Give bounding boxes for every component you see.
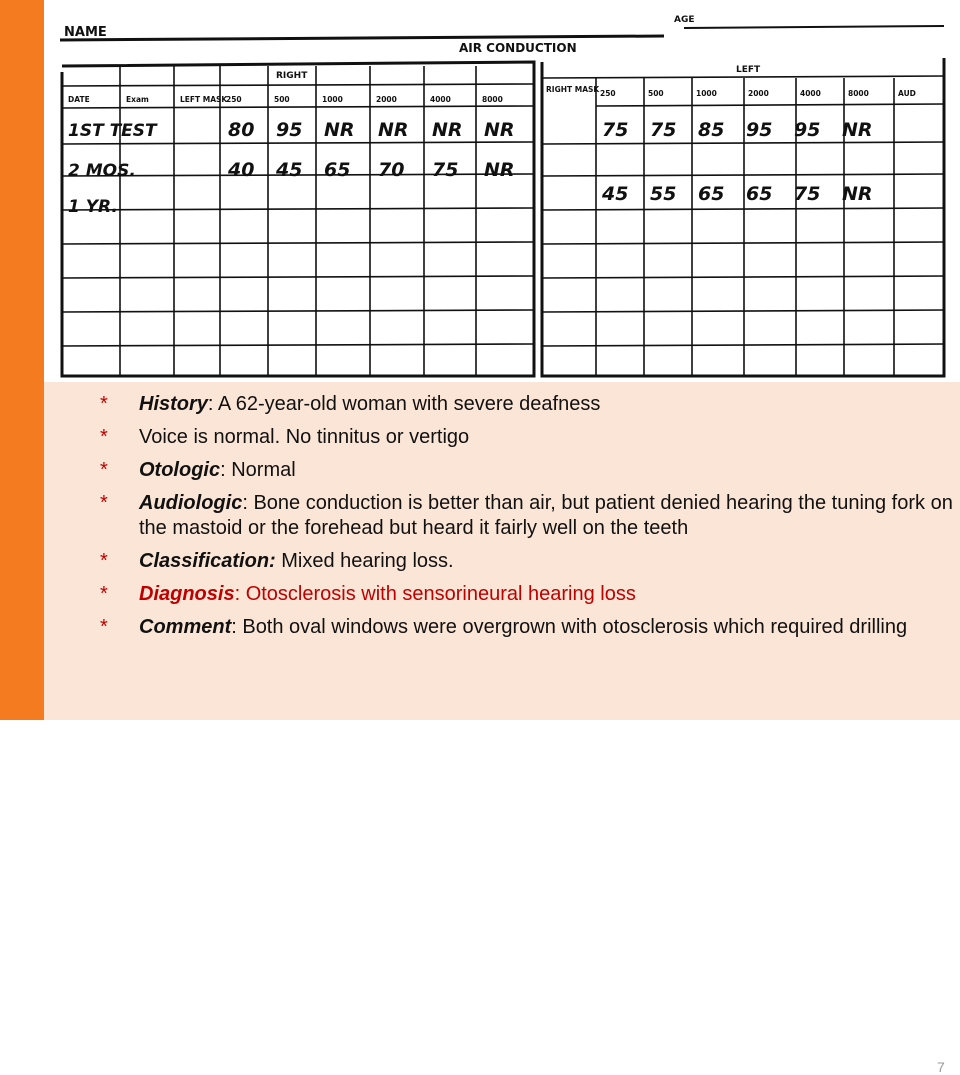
grid-line <box>62 310 534 312</box>
left-ear-value: 95 <box>794 119 821 141</box>
case-notes-list <box>100 392 960 648</box>
bullet-term: Audiologic <box>139 492 243 514</box>
bullet-star-icon: * <box>100 393 108 415</box>
bullet-text: : Otosclerosis with sensorineural hearing loss <box>234 583 636 605</box>
name-label: NAME <box>64 25 107 40</box>
column-label: 8000 <box>482 95 503 104</box>
grid-line <box>62 276 534 278</box>
grid-line <box>62 344 534 346</box>
column-label: 2000 <box>748 89 769 98</box>
column-label: 8000 <box>848 89 869 98</box>
column-label: 500 <box>274 95 290 104</box>
bullet-term: History <box>139 393 208 415</box>
column-label: DATE <box>68 95 90 104</box>
bullet-text: Voice is normal. No tinnitus or vertigo <box>139 426 470 448</box>
page-number: 7 <box>937 1059 945 1075</box>
bullet-item <box>100 425 960 450</box>
bullet-star-icon: * <box>100 492 108 514</box>
column-label: 4000 <box>800 89 821 98</box>
right-ear-value: NR <box>484 159 515 181</box>
left-ear-value: 55 <box>650 183 677 205</box>
right-ear-value: NR <box>378 119 409 141</box>
grid-line <box>62 208 534 210</box>
bullet-text: : Bone conduction is better than air, but patient denied hearing the tuning fork on the mastoid or the forehead but heard it fairly well on the teeth <box>139 492 953 539</box>
bullet-item <box>100 615 960 640</box>
bullet-text: : Both oval windows were overgrown with otosclerosis which required drilling <box>231 616 908 638</box>
column-label: 250 <box>600 89 616 98</box>
right-ear-header: RIGHT <box>276 71 308 81</box>
grid-line <box>542 242 944 244</box>
left-ear-value: 65 <box>746 183 773 205</box>
bullet-star-icon: * <box>100 550 108 572</box>
right-ear-value: 65 <box>324 159 351 181</box>
right-ear-value: NR <box>324 119 355 141</box>
column-label: 500 <box>648 89 664 98</box>
case-notes-panel <box>44 382 960 1075</box>
left-ear-value: NR <box>842 119 873 141</box>
column-label: Exam <box>126 95 149 104</box>
bullet-item <box>100 491 960 541</box>
row-date: 2 MOS. <box>68 161 136 181</box>
grid-line <box>62 142 534 144</box>
column-label: 2000 <box>376 95 397 104</box>
grid-line <box>542 76 944 78</box>
bullet-star-icon: * <box>100 459 108 481</box>
grid-line <box>62 106 534 108</box>
grid-line <box>62 242 534 244</box>
grid-line <box>542 174 944 176</box>
bullet-item <box>100 549 960 574</box>
bullet-term: Diagnosis <box>139 583 235 605</box>
left-ear-header: LEFT <box>736 65 761 75</box>
bullet-item <box>100 392 960 417</box>
grid-line <box>542 142 944 144</box>
audiogram-form-image <box>44 0 960 382</box>
bullet-term: Otologic <box>139 459 221 481</box>
row-date: 1 YR. <box>68 197 118 217</box>
left-ear-value: NR <box>842 183 873 205</box>
right-ear-value: 40 <box>228 159 255 181</box>
grid-line <box>542 310 944 312</box>
left-ear-value: 85 <box>698 119 725 141</box>
bullet-text: : A 62-year-old woman with severe deafness <box>207 393 601 415</box>
left-ear-value: 75 <box>794 183 821 205</box>
left-ear-value: 45 <box>602 183 629 205</box>
grid-line <box>542 208 944 210</box>
bullet-term: Comment <box>139 616 232 638</box>
left-ear-value: 65 <box>698 183 725 205</box>
right-ear-value: NR <box>484 119 515 141</box>
column-label: 4000 <box>430 95 451 104</box>
left-ear-value: 75 <box>602 119 629 141</box>
left-ear-value: 95 <box>746 119 773 141</box>
right-ear-value: 70 <box>378 159 405 181</box>
bullet-item <box>100 458 960 483</box>
right-ear-value: 45 <box>276 159 303 181</box>
column-label: RIGHT MASK <box>546 85 600 94</box>
grid-line <box>542 276 944 278</box>
left-ear-value: 75 <box>650 119 677 141</box>
column-label: 1000 <box>696 89 717 98</box>
bullet-star-icon: * <box>100 426 108 448</box>
column-label: 1000 <box>322 95 343 104</box>
bullet-text: : Normal <box>220 459 296 481</box>
bullet-item <box>100 582 960 607</box>
grid-line <box>542 344 944 346</box>
bullet-star-icon: * <box>100 583 108 605</box>
age-label: AGE <box>674 15 695 25</box>
column-label: 250 <box>226 95 242 104</box>
right-ear-value: 95 <box>276 119 303 141</box>
grid-line <box>596 104 944 106</box>
right-ear-value: 80 <box>228 119 255 141</box>
row-date: 1ST TEST <box>68 121 157 141</box>
column-label: AUD <box>898 89 916 98</box>
bullet-text: Mixed hearing loss. <box>275 550 454 572</box>
column-label: LEFT MASK <box>180 95 228 104</box>
grid-line <box>62 84 534 86</box>
bullet-star-icon: * <box>100 616 108 638</box>
left-accent-bar <box>0 0 44 720</box>
form-title: AIR CONDUCTION <box>459 41 577 55</box>
right-ear-value: NR <box>432 119 463 141</box>
right-ear-value: 75 <box>432 159 459 181</box>
audiogram-form <box>44 0 960 382</box>
bullet-term: Classification: <box>139 550 276 572</box>
